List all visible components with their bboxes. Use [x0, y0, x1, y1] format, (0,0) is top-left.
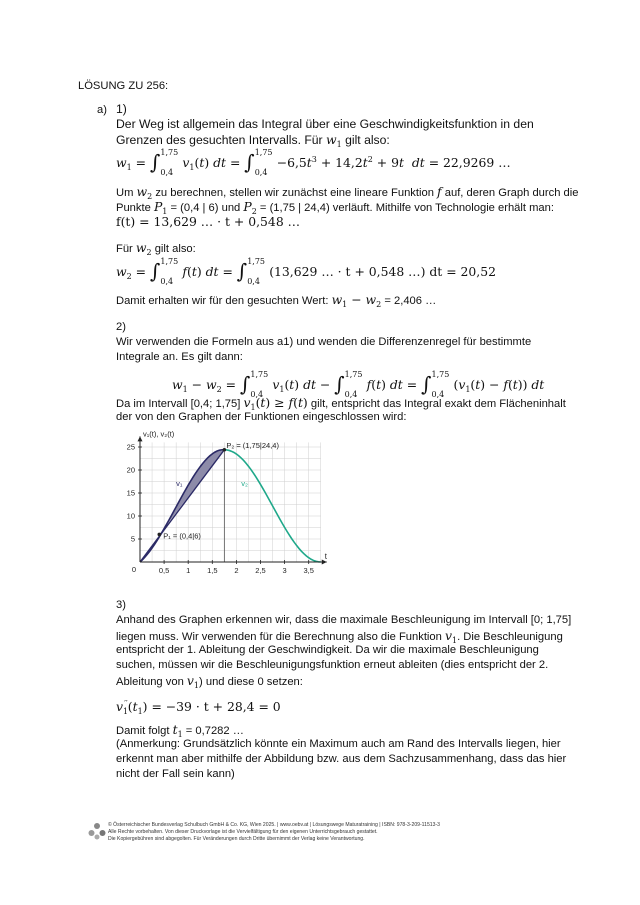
subpart-3-number: 3)	[116, 599, 126, 611]
x-axis-label: t	[324, 552, 327, 561]
y-tick-label: 5	[130, 534, 135, 544]
v1-series-label: v₁	[176, 479, 183, 489]
footer-line1: © Österreichischer Bundesverlag Schulbuch GmbH & Co. KG, Wien 2025. | www.oebv.at | Lösungswege Maturatraining | ISBN: 978-3-209-11513-3	[108, 822, 441, 828]
s2-line2: Integrale an. Es gilt dann:	[116, 351, 243, 363]
for-w2-label: Für $w_2$ gilt also:	[116, 240, 196, 257]
s3-line2: liegen muss. Wir verwenden für die Berechnung also die Funktion $v_1$. Die Beschleunigung	[116, 628, 563, 645]
w1-formula: $w_1$ = ∫ 1,75 0,4 $v_1(t)$ dt = ∫ 1,75 0,4 $-6,5t^3 + 14,2t^2 + 9t$ dt = 22,9269 …	[116, 147, 511, 177]
y-tick-label: 20	[126, 465, 135, 475]
s2-line1: Wir verwenden die Formeln aus a1) und wenden die Differenzenregel für bestimmte	[116, 336, 532, 348]
origin-label: 0	[131, 565, 136, 574]
result-line: Damit erhalten wir für den gesuchten Wert: $w_1 - w_2 = 2,406$ …	[116, 292, 437, 309]
y-tick-label: 25	[126, 442, 135, 452]
note-line3: nicht der Fall sein kann)	[116, 768, 235, 780]
x-tick-label: 3	[282, 566, 287, 575]
footer-line3: Die Kopiergebühren sind abgegolten. Für Veränderungen durch Dritte übernimmt der Verlag keine Verantwortung.	[108, 836, 365, 842]
s1-line4: Punkte $P_1 = (0,4$ | 6) und $P_2 = (1,75$ | 24,4) verläuft. Mithilfe von Technologie erhält man:	[116, 199, 554, 216]
s2-line4: der von den Graphen der Funktionen eingeschlossen wird:	[116, 411, 407, 423]
p1-label: P₁ = (0,4|6)	[163, 531, 201, 541]
then-line: Damit folgt $t_1 = 0,7282$ …	[116, 722, 244, 739]
note-line1: (Anmerkung: Grundsätzlich könnte ein Maximum auch am Rand des Intervalls liegen, hier	[116, 738, 561, 750]
s3-line1: Anhand des Graphen erkennen wir, dass die maximale Beschleunigung im Intervall [0; 1,75]	[116, 614, 572, 626]
y-axis-arrow	[138, 436, 143, 441]
chart-axes	[138, 436, 327, 564]
second-derivative-equation: $v_1''(t_1) = -39 \cdot t + 28,4 = 0$	[116, 699, 281, 716]
x-tick-label: 0,5	[158, 566, 170, 575]
s1-line1: Der Weg ist allgemein das Integral über eine Geschwindigkeitsfunktion in den	[116, 117, 534, 131]
s3-line4: suchen, müssen wir die Beschleunigungsfunktion erneut ableiten (dies entspricht der 2.	[116, 659, 549, 671]
v2-series-label: v₂	[241, 479, 248, 489]
point-p1	[157, 533, 161, 537]
x-tick-label: 2,5	[255, 566, 266, 575]
chart-grid	[140, 442, 321, 562]
subpart-1-number: 1)	[116, 102, 127, 116]
s1-line2: Grenzen des gesuchten Intervalls. Für $w_1$ gilt also:	[116, 132, 390, 149]
x-tick-label: 2	[234, 566, 239, 575]
footer-line2: Alle Rechte vorbehalten. Von dieser Druckvorlage ist die Vervielfältigung für den eigenen Unterrichtsgebrauch gestattet.	[108, 829, 378, 835]
note-line2: erkennt man aber mithilfe der Abbildung bzw. aus dem Sachzusammenhang, dass das hier	[116, 753, 567, 765]
y-tick-label: 10	[126, 511, 135, 521]
publisher-logo-icon	[88, 822, 106, 840]
y-axis-label: v₁(t), v₂(t)	[143, 429, 175, 439]
linear-function-line	[140, 450, 224, 562]
y-tick-label: 15	[126, 488, 135, 498]
page-title: LÖSUNG ZU 256:	[78, 80, 169, 92]
part-a-label: a)	[97, 104, 107, 116]
chart-ticks	[126, 440, 314, 576]
subpart-2-number: 2)	[116, 321, 126, 333]
x-tick-label: 1,5	[207, 566, 218, 575]
s2-line3: Da im Intervall [0,4; 1,75] $v_1(t) \ge f(t)$ gilt, entspricht das Integral exakt dem Flächeninhalt	[116, 395, 566, 412]
f-equation: f(t) = 13,629 … · t + 0,548 …	[116, 214, 301, 229]
w2-formula: $w_2$ = ∫ 1,75 0,4 f(t) dt = ∫ 1,75 0,4 (13,629 … · t + 0,548 …) dt = 20,52	[116, 256, 496, 286]
velocity-chart	[118, 422, 327, 582]
s3-line5: Ableitung von $v_1$) und diese 0 setzen:	[116, 673, 303, 690]
x-tick-label: 1	[186, 566, 191, 575]
s3-line3: entspricht der 1. Ableitung der Geschwindigkeit. Da wir die maximale Beschleunigung	[116, 644, 539, 656]
p2-label: P₂ = (1,75|24,4)	[226, 440, 279, 450]
s1-line3: Um $w_2$ zu berechnen, stellen wir zunächst eine lineare Funktion f auf, deren Graph durch die	[116, 184, 579, 201]
x-tick-label: 3,5	[303, 566, 314, 575]
difference-formula: $w_1 - w_2$ = ∫ 1,75 0,4 $v_1(t)$ dt − ∫ 1,75 0,4 f(t) dt = ∫ 1,75 0,4 $(v_1(t) - f(t))$ dt	[172, 369, 545, 399]
